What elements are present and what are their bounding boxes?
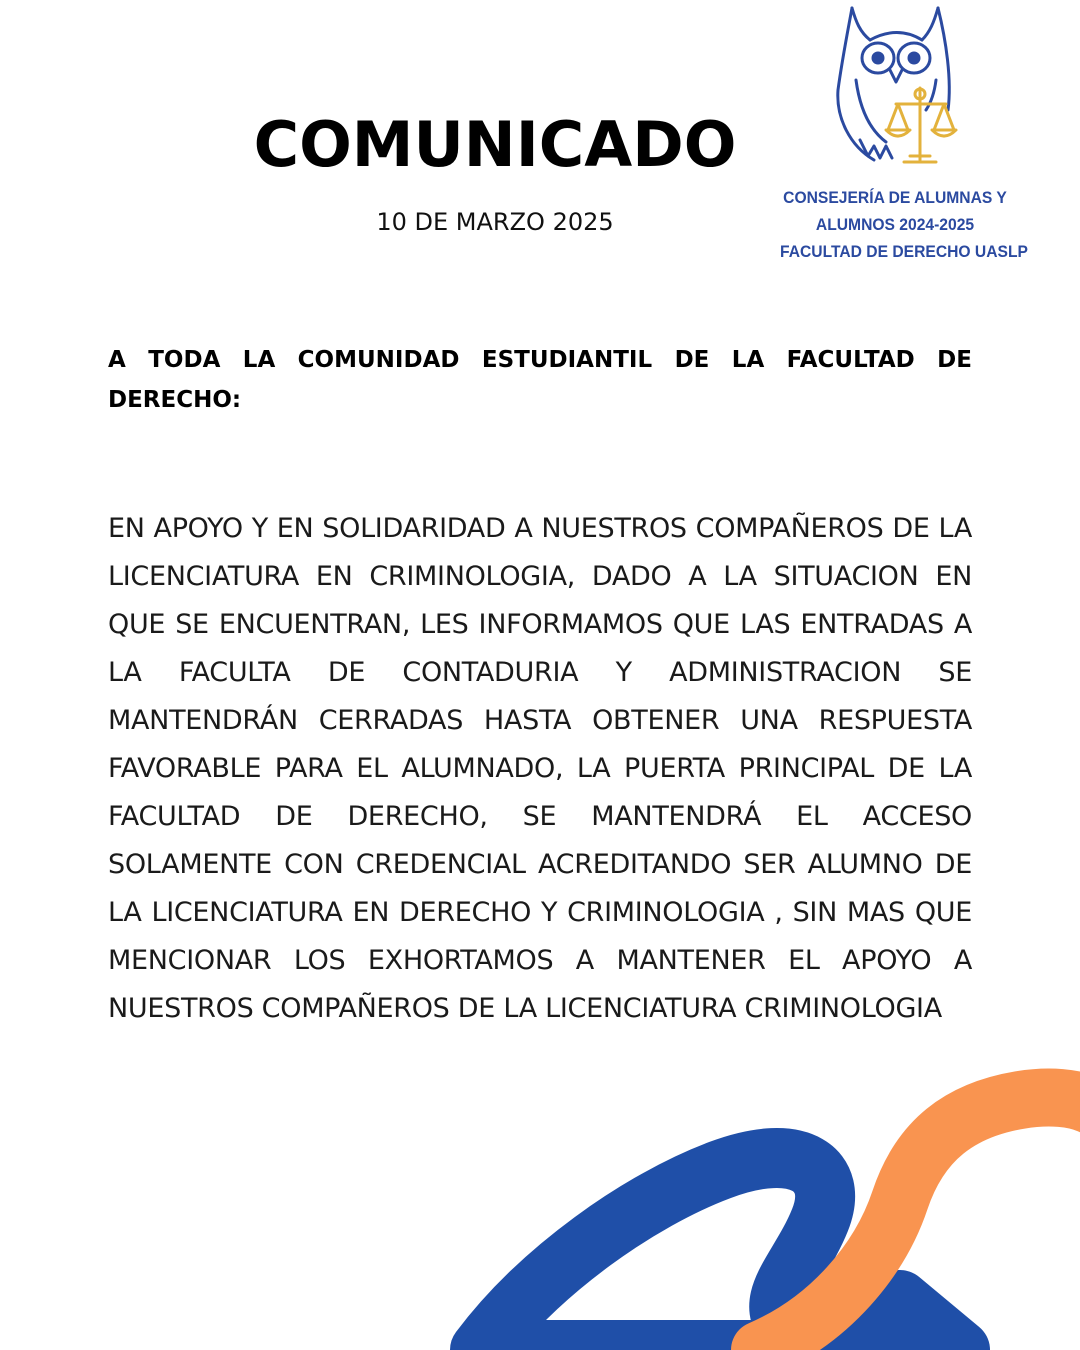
- council-name-line: FACULTAD DE DERECHO UASLP: [780, 242, 1028, 261]
- blue-wave-shape: [480, 1158, 960, 1350]
- date-line: 10 DE MARZO 2025: [376, 208, 614, 236]
- council-logo: [770, 0, 1040, 290]
- communique-body: EN APOYO Y EN SOLIDARIDAD A NUESTROS COMPAÑEROS DE LA LICENCIATURA EN CRIMINOLOGIA, DADO A LA SITUACION EN QUE SE ENCUENTRAN, LES INFORMAMOS QUE LAS ENTRADAS A LA FACULTA DE CONTADURIA Y ADMINISTRACION SE MANTENDRÁN CERRADAS HASTA OBTENER UNA RESPUESTA FAVORABLE PARA EL ALUMNADO, LA PUERTA PRINCIPAL DE LA FACULTAD DE DERECHO, SE MANTENDRÁ EL ACCESO SOLAMENTE CON CREDENCIAL ACREDITANDO SER ALUMNO DE LA LICENCIATURA EN DERECHO Y CRIMINOLOGIA , SIN MAS QUE MENCIONAR LOS EXHORTAMOS A MANTENER EL APOYO A NUESTROS COMPAÑEROS DE LA LICENCIATURA CRIMINOLOGIA: [108, 513, 972, 1024]
- addressee-heading: A TODA LA COMUNIDAD ESTUDIANTIL DE LA FACULTAD DE DERECHO:: [108, 347, 972, 413]
- council-name: [780, 184, 1028, 265]
- orange-wave-shape: [760, 1098, 1080, 1350]
- page-title: COMUNICADO: [253, 108, 737, 181]
- council-name-line: ALUMNOS 2024-2025: [815, 215, 975, 234]
- owl-scales-icon: [830, 0, 970, 172]
- council-name-line: CONSEJERÍA DE ALUMNAS Y: [783, 188, 1007, 207]
